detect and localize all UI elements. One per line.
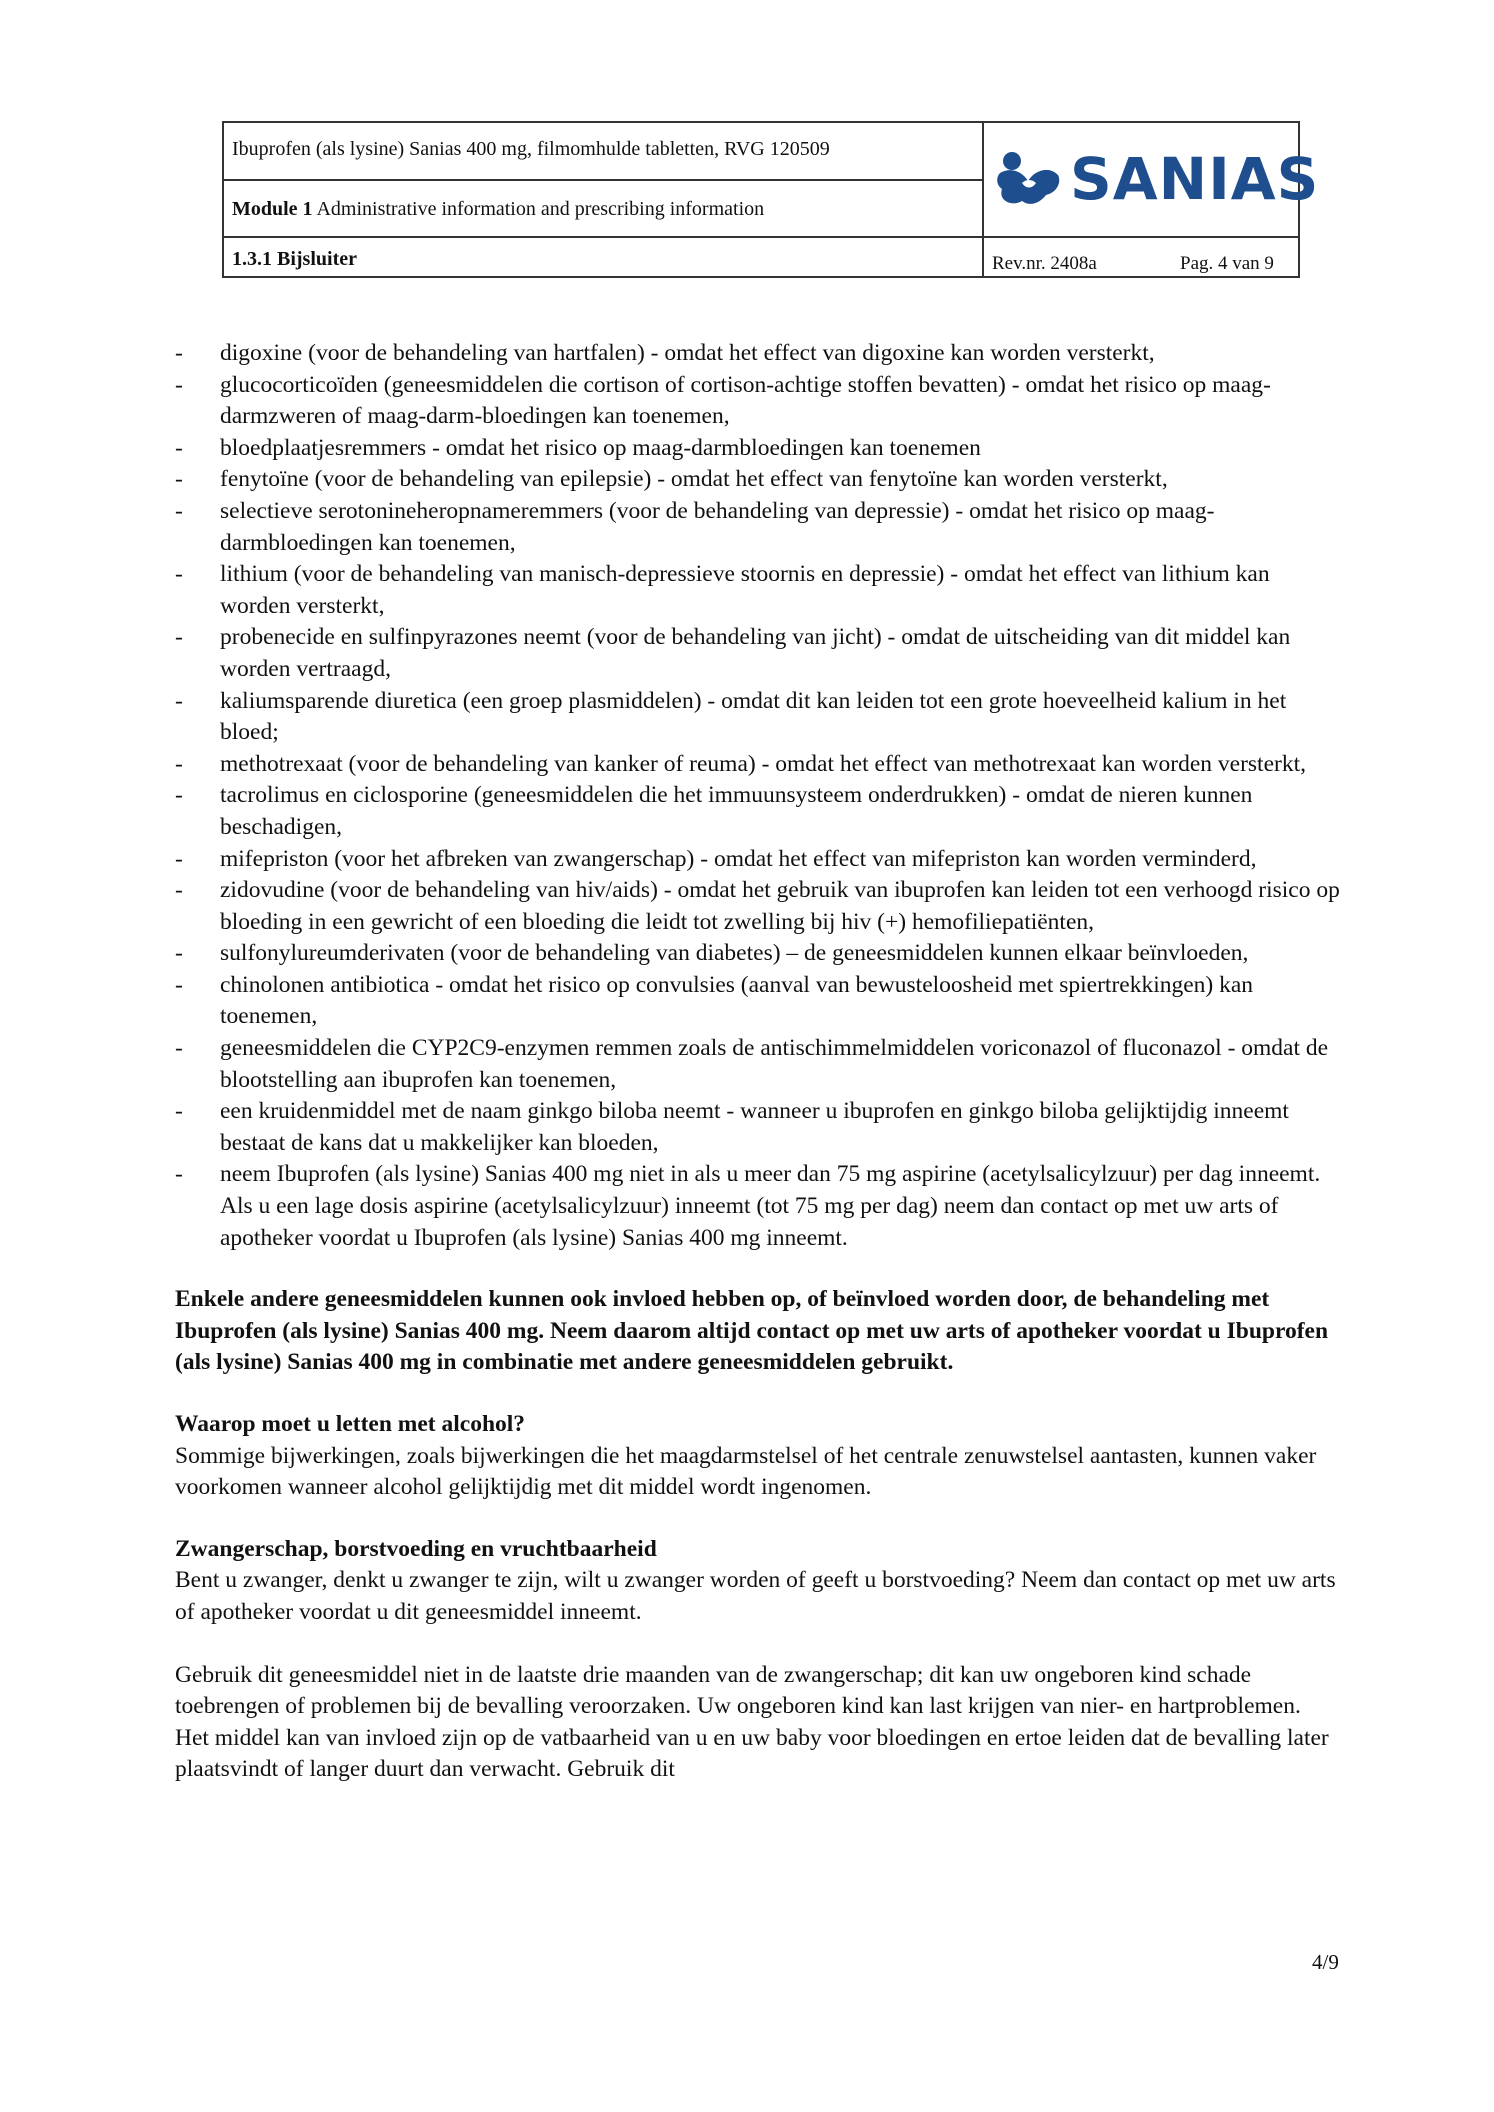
list-item (175, 496, 1340, 559)
list-marker: - (175, 1161, 183, 1188)
list-item-text: zidovudine (voor de behandeling van hiv/aids) - omdat het gebruik van ibuprofen kan leiden tot een verhoogd risico op bloeding in een gewricht of een bloeding die leidt tot zwelling bij hiv (+) hemofiliepatiënten, (220, 877, 1340, 935)
list-marker: - (175, 750, 183, 777)
list-item-text: tacrolimus en ciclosporine (geneesmiddelen die het immuunsysteem onderdrukken) - omdat de nieren kunnen beschadigen, (220, 782, 1253, 840)
list-item (175, 938, 1340, 970)
list-item (175, 622, 1340, 685)
header-divider (984, 236, 1298, 238)
list-item (175, 464, 1340, 496)
list-marker: - (175, 687, 183, 714)
list-marker: - (175, 971, 183, 998)
list-item (175, 1159, 1340, 1254)
revision-number: Rev.nr. 2408a (992, 253, 1097, 274)
list-marker: - (175, 877, 183, 904)
list-marker: - (175, 434, 183, 461)
list-item-text: lithium (voor de behandeling van manisch-depressieve stoornis en depressie) - omdat het effect van lithium kan worden versterkt, (220, 561, 1270, 619)
list-item (175, 370, 1340, 433)
list-marker: - (175, 466, 183, 493)
list-item-text: probenecide en sulfinpyrazones neemt (voor de behandeling van jicht) - omdat de uitscheiding van dit middel kan worden vertraagd, (220, 624, 1291, 682)
list-item-text: sulfonylureumderivaten (voor de behandeling van diabetes) – de geneesmiddelen kunnen elkaar beïnvloeden, (220, 940, 1249, 967)
list-marker: - (175, 371, 183, 398)
module-text: Administrative information and prescribing information (312, 198, 765, 220)
module-line (224, 197, 982, 221)
list-marker: - (175, 1098, 183, 1125)
pregnancy-text-2: Gebruik dit geneesmiddel niet in de laatste drie maanden van de zwangerschap; dit kan uw ongeboren kind schade toebrengen of problemen bij de bevalling veroorzaken. Uw ongeboren kind kan last krijgen van nier- en hartproblemen. Het middel kan van invloed zijn op de vatbaarheid van u en uw baby voor bloedingen en ertoe leiden dat de bevalling later plaatsvindt of langer duurt dan verwacht. Gebruik dit (175, 1661, 1329, 1783)
list-item-text: selectieve serotonineheropnameremmers (voor de behandeling van depressie) - omdat het risico op maag-darmbloedingen kan toenemen, (220, 497, 1215, 556)
list-item-text: mifepriston (voor het afbreken van zwangerschap) - omdat het effect van mifepriston kan worden verminderd, (220, 845, 1257, 872)
interactions-list (175, 338, 1340, 1254)
list-item (175, 1096, 1340, 1159)
list-item-text: glucocorticoïden (geneesmiddelen die cortison of cortison-achtige stoffen bevatten) - omdat het risico op maag-darmzweren of maag-darm-bloedingen kan toenemen, (220, 371, 1271, 430)
sanias-logo-icon (996, 149, 1062, 209)
list-item-text: chinolonen antibiotica - omdat het risico op convulsies (aanval van bewusteloosheid met spiertrekkingen) kan toenemen, (220, 971, 1254, 1030)
list-item-text: neem Ibuprofen (als lysine) Sanias 400 mg niet in als u meer dan 75 mg aspirine (acetylsalicylzuur) per dag inneemt. Als u een lage dosis aspirine (acetylsalicylzuur) inneemt (tot 75 mg per dag) neem dan contact op met uw arts of apotheker voordat u Ibuprofen (als lysine) Sanias 400 mg inneemt. (220, 1161, 1321, 1251)
list-marker: - (175, 940, 183, 967)
page-indicator: Pag. 4 van 9 (1180, 253, 1274, 274)
list-marker: - (175, 624, 183, 651)
list-item (175, 875, 1340, 938)
product-line: Ibuprofen (als lysine) Sanias 400 mg, filmomhulde tabletten, RVG 120509 (232, 138, 830, 160)
alcohol-heading: Waarop moet u letten met alcohol? (175, 1411, 526, 1437)
list-marker: - (175, 561, 183, 588)
list-item (175, 1033, 1340, 1096)
section-label: 1.3.1 Bijsluiter (232, 248, 357, 270)
header-divider (224, 179, 982, 181)
module-label: Module 1 (232, 198, 313, 220)
header-logo-cell (984, 123, 1320, 276)
leaflet-content (175, 338, 1340, 1786)
page-number: 4/9 (1312, 1950, 1339, 1974)
sanias-logo (996, 145, 1320, 215)
list-item (175, 844, 1340, 876)
logo-text: SANIAS (1070, 145, 1320, 213)
list-item-text: digoxine (voor de behandeling van hartfalen) - omdat het effect van digoxine kan worden versterkt, (220, 340, 1155, 366)
list-marker: - (175, 782, 183, 809)
list-item (175, 559, 1340, 622)
header-divider (224, 236, 982, 238)
list-item (175, 749, 1340, 781)
list-marker: - (175, 497, 183, 524)
pregnancy-text-1: Bent u zwanger, denkt u zwanger te zijn, wilt u zwanger worden of geeft u borstvoeding? Neem dan contact op met uw arts of apotheker voordat u dit geneesmiddel inneemt. (175, 1567, 1336, 1625)
list-item-text: methotrexaat (voor de behandeling van kanker of reuma) - omdat het effect van methotrexaat kan worden versterkt, (220, 750, 1306, 777)
pregnancy-heading: Zwangerschap, borstvoeding en vruchtbaarheid (175, 1535, 657, 1562)
list-item-text: een kruidenmiddel met de naam ginkgo biloba neemt - wanneer u ibuprofen en ginkgo biloba gelijktijdig inneemt bestaat de kans dat u makkelijker kan bloeden, (220, 1098, 1289, 1156)
list-item (175, 338, 1340, 370)
list-item-text: geneesmiddelen die CYP2C9-enzymen remmen zoals de antischimmelmiddelen voriconazol of fluconazol - omdat de blootstelling aan ibuprofen kan toenemen, (220, 1035, 1329, 1093)
header-info-cell (224, 123, 984, 276)
alcohol-text: Sommige bijwerkingen, zoals bijwerkingen die het maagdarmstelsel of het centrale zenuwstelsel aantasten, kunnen vaker voorkomen wanneer alcohol gelijktijdig met dit middel wordt ingenomen. (175, 1442, 1317, 1501)
list-marker: - (175, 340, 183, 366)
document-header (222, 121, 1320, 278)
list-item-text: bloedplaatjesremmers - omdat het risico op maag-darmbloedingen kan toenemen (220, 434, 981, 461)
list-item (175, 780, 1340, 843)
list-item (175, 686, 1340, 749)
list-marker: - (175, 1035, 183, 1062)
list-item-text: kaliumsparende diuretica (een groep plasmiddelen) - omdat dit kan leiden tot een grote hoeveelheid kalium in het bloed; (220, 687, 1287, 746)
list-item (175, 970, 1340, 1033)
list-marker: - (175, 845, 183, 872)
list-item-text: fenytoïne (voor de behandeling van epilepsie) - omdat het effect van fenytoïne kan worden versterkt, (220, 466, 1168, 493)
other-medicines-note: Enkele andere geneesmiddelen kunnen ook invloed hebben op, of beïnvloed worden door, de behandeling met Ibuprofen (als lysine) Sanias 400 mg. Neem daarom altijd contact op met uw arts of apotheker voordat u Ibuprofen (als lysine) Sanias 400 mg in combinatie met andere geneesmiddelen gebruikt. (175, 1286, 1329, 1376)
list-item (175, 433, 1340, 465)
